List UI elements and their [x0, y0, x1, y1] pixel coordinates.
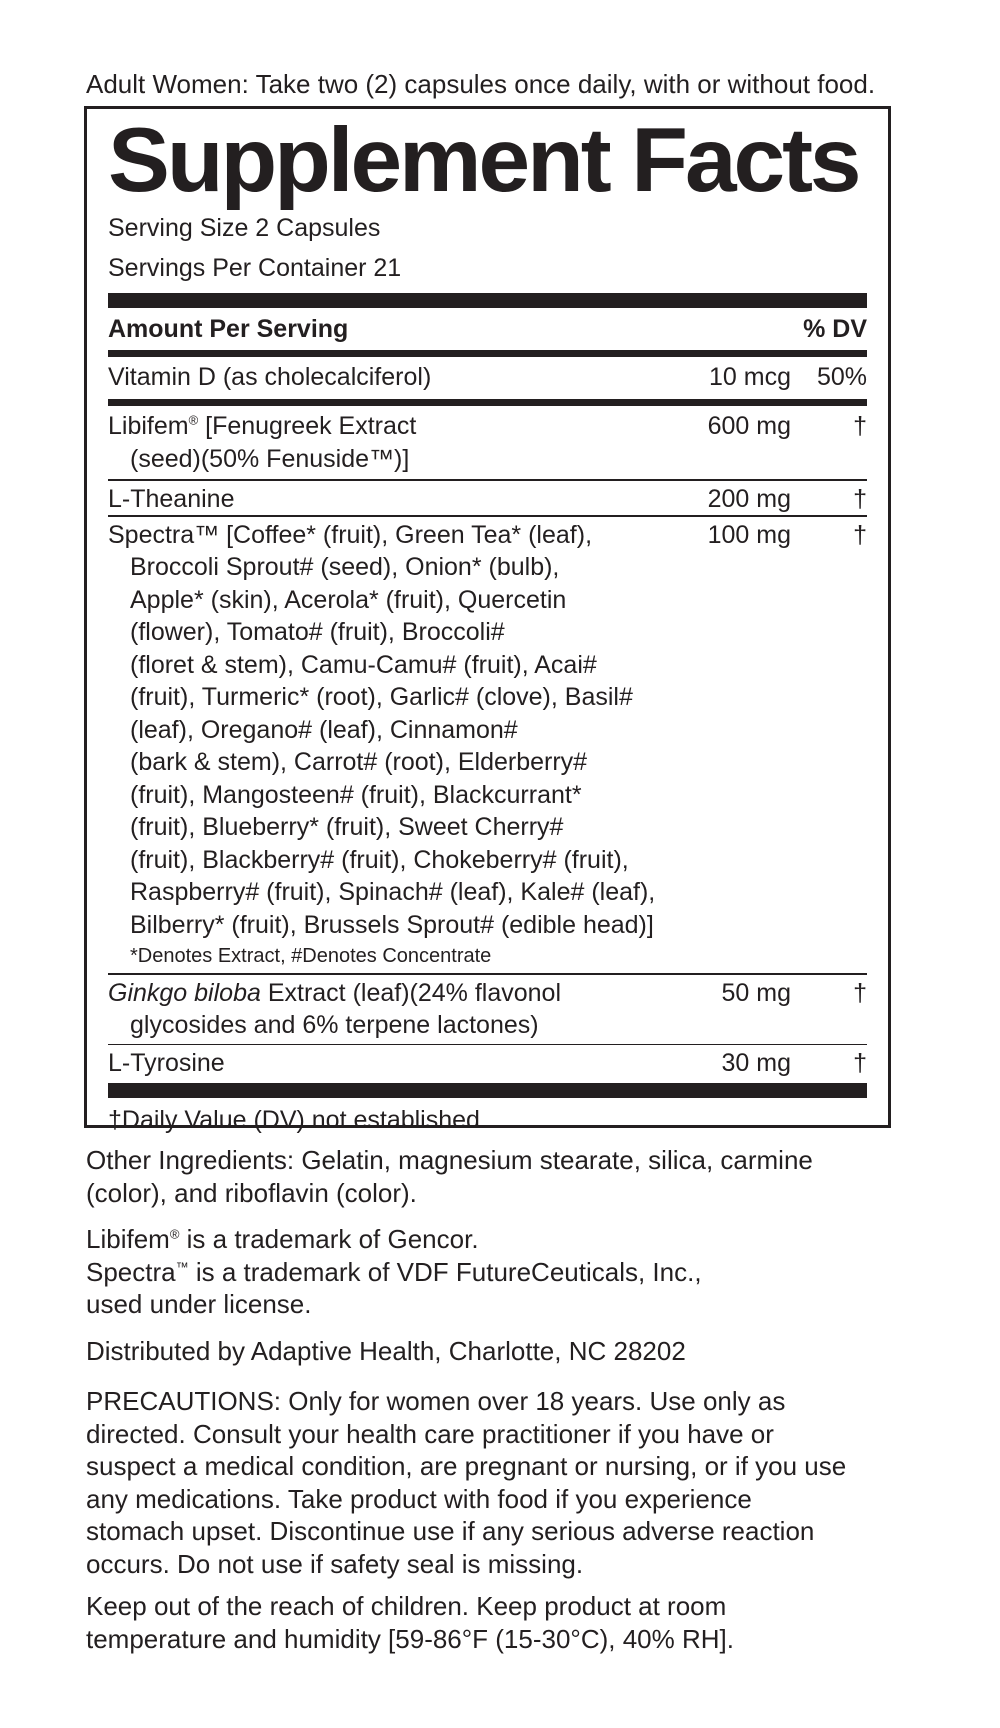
directions-text: Adult Women: Take two (2) capsules once daily, with or without food. [86, 69, 876, 99]
registered-mark: ® [169, 1226, 180, 1242]
ingredient-dv: † [853, 978, 867, 1007]
table-header [108, 308, 867, 350]
libifem-name: Libifem [108, 412, 189, 440]
panel-title: Supplement Facts [108, 110, 859, 211]
trademark-text: is a trademark of VDF FutureCeuticals, Inc., [188, 1256, 702, 1287]
divider-medium [108, 399, 867, 406]
trademark-mark: ™ [175, 1258, 189, 1274]
storage-line: Keep out of the reach of children. Keep product at room [86, 1591, 727, 1621]
spectra-line: (floret & stem), Camu-Camu# (fruit), Acai# [130, 650, 597, 679]
libifem-name: Libifem [86, 1224, 170, 1254]
header-dv: % DV [803, 315, 867, 343]
precautions [86, 1385, 916, 1580]
header-amount-per-serving: Amount Per Serving [108, 315, 349, 343]
ginkgo-name: Ginkgo biloba [108, 978, 261, 1007]
ingredient-dv: † [853, 484, 867, 513]
spectra-line: Bilberry* (fruit), Brussels Sprout# (edible head)] [130, 910, 654, 939]
ingredient-amount: 50 mg [721, 978, 791, 1007]
other-ingredients-line: (color), and riboflavin (color). [86, 1177, 417, 1208]
ginkgo-desc-line2: glycosides and 6% terpene lactones) [130, 1011, 539, 1039]
table-row [108, 1045, 867, 1083]
spectra-line: Spectra™ [Coffee* (fruit), Green Tea* (leaf), [108, 520, 593, 549]
spectra-line: Apple* (skin), Acerola* (fruit), Quercetin [130, 585, 567, 614]
precautions-line: PRECAUTIONS: Only for women over 18 years. Use only as [86, 1386, 786, 1416]
ingredient-amount: 600 mg [707, 412, 791, 440]
precautions-line: occurs. Do not use if safety seal is missing. [86, 1548, 584, 1579]
divider-thick [108, 1083, 867, 1098]
table-row [108, 357, 867, 400]
ingredient-dv: 50% [816, 362, 867, 391]
ingredient-name: L-Theanine [108, 484, 235, 513]
precautions-line: any medications. Take product with food if you experience [86, 1483, 752, 1514]
ingredient-dv: † [853, 1049, 867, 1077]
servings-per-container: Servings Per Container 21 [108, 254, 402, 282]
storage-line: temperature and humidity [59-86°F (15-30°C), 40% RH]. [86, 1623, 734, 1654]
other-ingredients-line: Other Ingredients: Gelatin, magnesium stearate, silica, carmine [86, 1145, 813, 1175]
precautions-line: directed. Consult your health care practitioner if you have or [86, 1418, 774, 1449]
spectra-line: Broccoli Sprout# (seed), Onion* (bulb), [130, 553, 560, 581]
ingredient-amount: 100 mg [707, 520, 791, 549]
serving-size: Serving Size 2 Capsules [108, 214, 381, 242]
divider-thick [108, 293, 867, 308]
spectra-note: *Denotes Extract, #Denotes Concentrate [130, 945, 492, 967]
table-row [108, 481, 867, 516]
ingredient-name [108, 519, 671, 942]
storage-warning [86, 1590, 916, 1655]
table-row [108, 517, 867, 942]
ingredient-name [108, 410, 671, 475]
distributor: Distributed by Adaptive Health, Charlotte, NC 28202 [86, 1336, 686, 1366]
precautions-line: stomach upset. Discontinue use if any serious adverse reaction [86, 1516, 815, 1546]
dv-footnote: †Daily Value (DV) not established. [108, 1105, 487, 1134]
ingredient-name: Vitamin D (as cholecalciferol) [108, 362, 432, 391]
spectra-line: (leaf), Oregano# (leaf), Cinnamon# [130, 715, 518, 744]
libifem-desc-line2: (seed)(50% Fenuside™)] [130, 444, 410, 473]
spectra-name: Spectra [86, 1256, 176, 1287]
precautions-line: suspect a medical condition, are pregnant or nursing, or if you use [86, 1451, 847, 1481]
table-row [108, 975, 867, 1044]
ingredient-name: L-Tyrosine [108, 1049, 225, 1077]
other-ingredients [86, 1144, 916, 1209]
spectra-line: (fruit), Mangosteen# (fruit), Blackcurrant* [130, 780, 582, 809]
libifem-desc: [Fenugreek Extract [198, 412, 417, 440]
table-row [108, 406, 867, 479]
registered-mark: ® [188, 412, 199, 428]
spectra-line: (bark & stem), Carrot# (root), Elderberry# [130, 748, 588, 776]
ingredient-amount: 30 mg [721, 1049, 791, 1077]
spectra-line: Raspberry# (fruit), Spinach# (leaf), Kale# (leaf), [130, 878, 656, 906]
ginkgo-desc: Extract (leaf)(24% flavonol [260, 978, 562, 1007]
divider-medium [108, 350, 867, 357]
spectra-line: (fruit), Blackberry# (fruit), Chokeberry# (fruit), [130, 845, 629, 874]
trademark-text: used under license. [86, 1289, 312, 1319]
spectra-line: (fruit), Turmeric* (root), Garlic# (clove), Basil# [130, 683, 633, 711]
spectra-line: (fruit), Blueberry* (fruit), Sweet Cherry# [130, 813, 564, 841]
ingredient-dv: † [853, 520, 867, 549]
ingredient-name [108, 977, 671, 1042]
spectra-line: (flower), Tomato# (fruit), Broccoli# [130, 618, 505, 646]
ingredient-dv: † [853, 412, 867, 440]
trademark-text: is a trademark of Gencor. [179, 1224, 479, 1254]
ingredient-amount: 200 mg [707, 484, 791, 513]
trademark-notice [86, 1223, 916, 1321]
supplement-facts-panel [84, 106, 891, 1134]
ingredient-amount: 10 mcg [709, 362, 791, 391]
